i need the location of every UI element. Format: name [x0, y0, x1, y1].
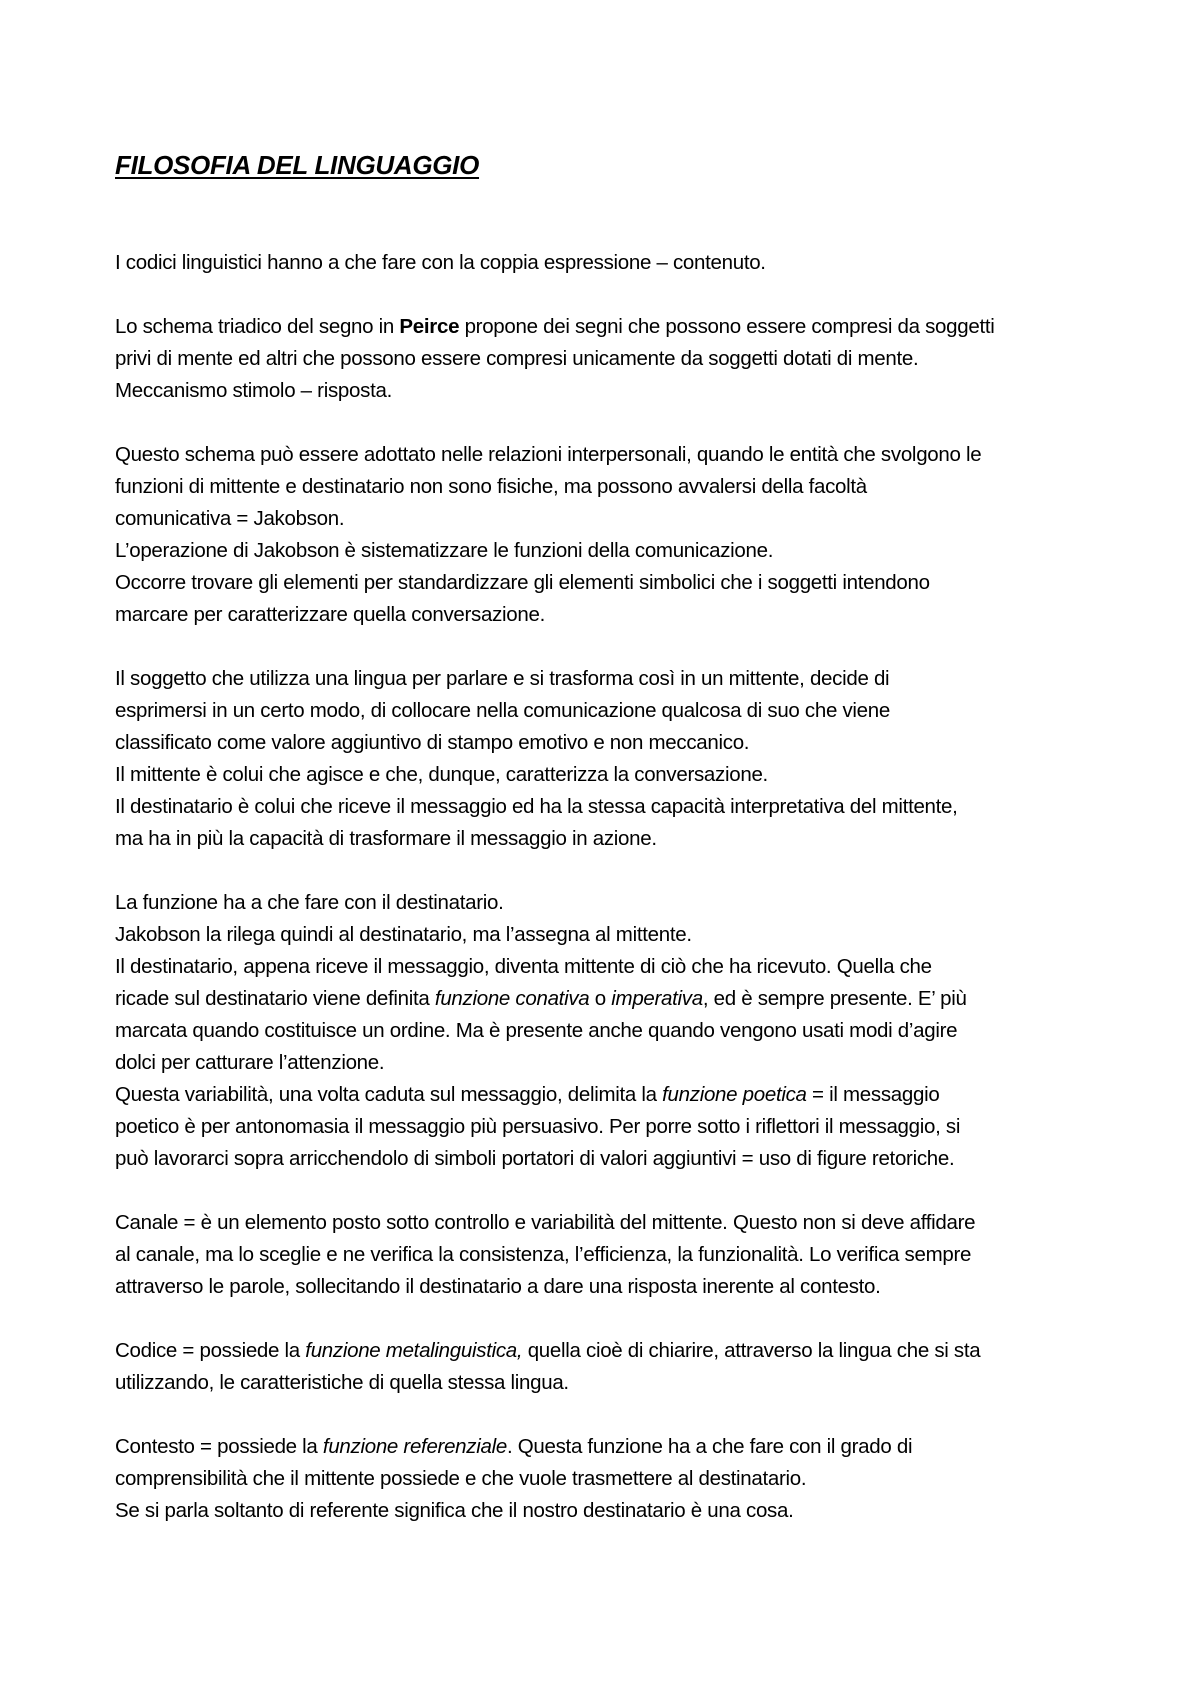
paragraph [115, 1431, 1105, 1527]
paragraph [115, 311, 1105, 407]
text-line [115, 343, 1105, 375]
text-line [115, 1271, 1105, 1303]
text-line [115, 919, 1105, 951]
text-line [115, 375, 1105, 407]
text-run: poetico è per antonomasia il messaggio più persuasivo. Per porre sotto i riflettori il messaggio, si [115, 1115, 961, 1138]
text-run: L’operazione di Jakobson è sistematizzare le funzioni della comunicazione. [115, 539, 774, 562]
text-run: La funzione ha a che fare con il destinatario. [115, 891, 504, 914]
text-line [115, 759, 1105, 791]
text-run: Se si parla soltanto di referente significa che il nostro destinatario è una cosa. [115, 1499, 794, 1522]
text-line [115, 983, 1105, 1015]
document-page [115, 143, 1105, 1559]
text-run: Jakobson la rilega quindi al destinatario, ma l’assegna al mittente. [115, 923, 692, 946]
text-run: = il messaggio [806, 1083, 940, 1106]
text-line [115, 1207, 1105, 1239]
text-line [115, 1431, 1105, 1463]
text-line [115, 951, 1105, 983]
text-run: funzioni di mittente e destinatario non sono fisiche, ma possono avvalersi della facoltà [115, 475, 867, 498]
text-run: marcare per caratterizzare quella conversazione. [115, 603, 545, 626]
text-line [115, 887, 1105, 919]
text-run: Il mittente è colui che agisce e che, dunque, caratterizza la conversazione. [115, 763, 768, 786]
italic-term: imperativa [611, 987, 703, 1010]
text-run: Il soggetto che utilizza una lingua per parlare e si trasforma così in un mittente, decide di [115, 667, 890, 690]
paragraph [115, 663, 1105, 855]
text-run: esprimersi in un certo modo, di collocare nella comunicazione qualcosa di suo che viene [115, 699, 890, 722]
bold-term: Peirce [399, 315, 460, 338]
paragraph [115, 1335, 1105, 1399]
italic-term: funzione referenziale [322, 1435, 507, 1458]
text-run: quella cioè di chiarire, attraverso la lingua che si sta [522, 1339, 981, 1362]
text-run: Canale = è un elemento posto sotto controllo e variabilità del mittente. Questo non si deve affidare [115, 1211, 976, 1234]
text-line [115, 1463, 1105, 1495]
text-line [115, 1111, 1105, 1143]
paragraph [115, 887, 1105, 1175]
paragraph [115, 247, 1105, 279]
text-line [115, 599, 1105, 631]
italic-term: funzione metalinguistica, [305, 1339, 523, 1362]
text-line [115, 695, 1105, 727]
text-run: Il destinatario, appena riceve il messaggio, diventa mittente di ciò che ha ricevuto. Quella che [115, 955, 932, 978]
text-line [115, 663, 1105, 695]
text-run: marcata quando costituisce un ordine. Ma è presente anche quando vengono usati modi d’agire [115, 1019, 958, 1042]
document-title: FILOSOFIA DEL LINGUAGGIO [115, 150, 480, 180]
text-run: Il destinatario è colui che riceve il messaggio ed ha la stessa capacità interpretativa del mittente, [115, 795, 958, 818]
text-run: Questa variabilità, una volta caduta sul messaggio, delimita la [115, 1083, 663, 1106]
italic-term: funzione poetica [662, 1083, 807, 1106]
text-line [115, 503, 1105, 535]
text-line [115, 1367, 1105, 1399]
text-line [115, 567, 1105, 599]
text-line [115, 535, 1105, 567]
text-run: propone dei segni che possono essere compresi da soggetti [459, 315, 995, 338]
text-line [115, 1143, 1105, 1175]
text-line [115, 823, 1105, 855]
text-run: può lavorarci sopra arricchendolo di simboli portatori di valori aggiuntivi = uso di figure retoriche. [115, 1147, 955, 1170]
text-line [115, 247, 1105, 279]
text-run: Lo schema triadico del segno in [115, 315, 400, 338]
text-run: I codici linguistici hanno a che fare con la coppia espressione – contenuto. [115, 251, 766, 274]
text-run: Codice = possiede la [115, 1339, 306, 1362]
document-body [115, 247, 1105, 1527]
text-line [115, 1495, 1105, 1527]
text-line [115, 1047, 1105, 1079]
text-line [115, 1335, 1105, 1367]
text-run: Questo schema può essere adottato nelle relazioni interpersonali, quando le entità che svolgono le [115, 443, 982, 466]
text-line [115, 311, 1105, 343]
text-run: Meccanismo stimolo – risposta. [115, 379, 392, 402]
text-run: privi di mente ed altri che possono essere compresi unicamente da soggetti dotati di mente. [115, 347, 919, 370]
text-run: ricade sul destinatario viene definita [115, 987, 435, 1010]
text-line [115, 791, 1105, 823]
text-line [115, 1079, 1105, 1111]
text-line [115, 439, 1105, 471]
text-run: o [589, 987, 612, 1010]
text-run: ma ha in più la capacità di trasformare il messaggio in azione. [115, 827, 657, 850]
text-line [115, 727, 1105, 759]
text-run: attraverso le parole, sollecitando il destinatario a dare una risposta inerente al contesto. [115, 1275, 881, 1298]
text-run: al canale, ma lo sceglie e ne verifica la consistenza, l’efficienza, la funzionalità. Lo verifica sempre [115, 1243, 972, 1266]
text-run: Contesto = possiede la [115, 1435, 323, 1458]
text-line [115, 471, 1105, 503]
text-run: dolci per catturare l’attenzione. [115, 1051, 385, 1074]
text-run: utilizzando, le caratteristiche di quella stessa lingua. [115, 1371, 569, 1394]
text-run: . Questa funzione ha a che fare con il grado di [506, 1435, 913, 1458]
text-run: comunicativa = Jakobson. [115, 507, 345, 530]
italic-term: funzione conativa [434, 987, 590, 1010]
text-line [115, 1015, 1105, 1047]
text-line [115, 1239, 1105, 1271]
text-run: Occorre trovare gli elementi per standardizzare gli elementi simbolici che i soggetti intendono [115, 571, 930, 594]
text-run: comprensibilità che il mittente possiede e che vuole trasmettere al destinatario. [115, 1467, 807, 1490]
paragraph [115, 1207, 1105, 1303]
paragraph [115, 439, 1105, 631]
text-run: , ed è sempre presente. E’ più [702, 987, 967, 1010]
text-run: classificato come valore aggiuntivo di stampo emotivo e non meccanico. [115, 731, 750, 754]
